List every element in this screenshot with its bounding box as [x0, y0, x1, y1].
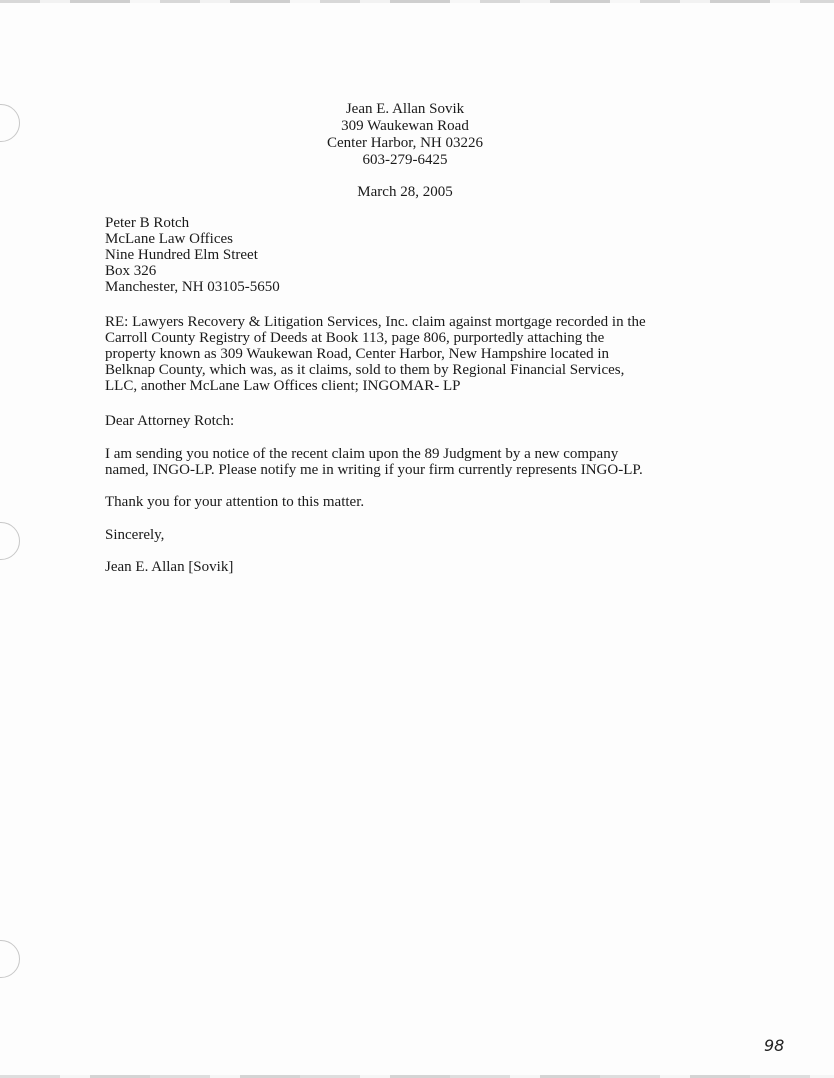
recipient-address-block [105, 215, 280, 295]
closing: Sincerely, [105, 527, 165, 543]
re-line: Carroll County Registry of Deeds at Book 113, page 806, purportedly attaching the [105, 330, 605, 346]
sender-name: Jean E. Allan Sovik [345, 101, 465, 117]
sender-address-block [300, 101, 510, 169]
recipient-name: Peter B Rotch [105, 215, 190, 231]
recipient-box: Box 326 [105, 263, 157, 279]
letter-date: March 28, 2005 [357, 184, 453, 200]
punch-hole [0, 940, 20, 978]
body-line: I am sending you notice of the recent claim upon the 89 Judgment by a new company [105, 446, 619, 462]
recipient-street: Nine Hundred Elm Street [105, 247, 258, 263]
re-line: LLC, another McLane Law Offices client; INGOMAR- LP [105, 378, 461, 394]
recipient-firm: McLane Law Offices [105, 231, 233, 247]
punch-hole [0, 104, 20, 142]
recipient-city: Manchester, NH 03105-5650 [105, 279, 280, 295]
body-paragraph-thanks: Thank you for your attention to this matter. [105, 494, 365, 510]
punch-hole [0, 522, 20, 560]
re-line: property known as 309 Waukewan Road, Center Harbor, New Hampshire located in [105, 346, 610, 362]
sender-phone: 603-279-6425 [362, 152, 448, 168]
salutation: Dear Attorney Rotch: [105, 413, 235, 429]
sender-street: 309 Waukewan Road [341, 118, 469, 134]
handwritten-page-number: 98 [764, 1036, 785, 1055]
body-line: named, INGO-LP. Please notify me in writing if your firm currently represents INGO-LP. [105, 462, 643, 478]
body-paragraph-notice [105, 446, 643, 478]
sender-city: Center Harbor, NH 03226 [326, 135, 484, 151]
re-line: Belknap County, which was, as it claims, sold to them by Regional Financial Services, [105, 362, 625, 378]
re-line: RE: Lawyers Recovery & Litigation Services, Inc. claim against mortgage recorded in the [105, 314, 646, 330]
re-subject-block [105, 314, 715, 394]
scan-top-edge [0, 0, 834, 3]
signature: Jean E. Allan [Sovik] [105, 559, 234, 575]
